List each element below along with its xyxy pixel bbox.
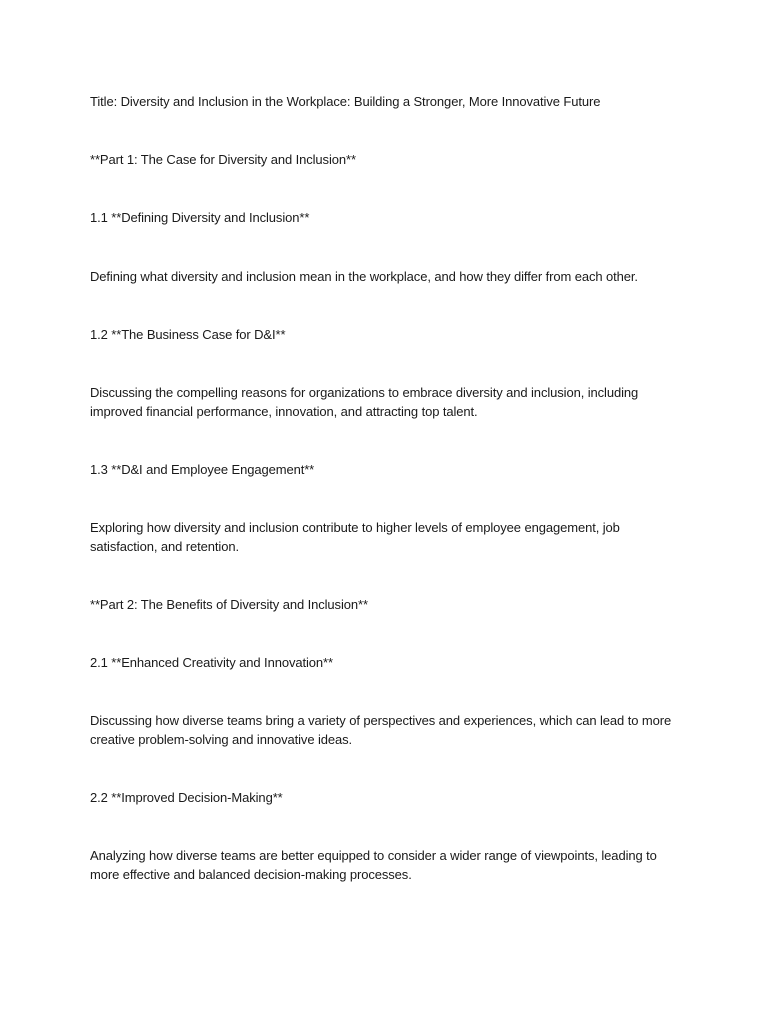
section-1-1-body: Defining what diversity and inclusion mean in the workplace, and how they differ from each other. [90,269,638,284]
section-1-2-heading: 1.2 **The Business Case for D&I** [90,327,286,342]
section-1-3-body: Exploring how diversity and inclusion contribute to higher levels of employee engagement, job satisfaction, and retention. [90,520,620,554]
section-1-2-body: Discussing the compelling reasons for organizations to embrace diversity and inclusion, including improved financial performance, innovation, and attracting top talent. [90,385,639,419]
section-2-1-heading: 2.1 **Enhanced Creativity and Innovation** [90,655,333,670]
section-2-2-heading: 2.2 **Improved Decision-Making** [90,790,283,805]
section-1-1-heading: 1.1 **Defining Diversity and Inclusion** [90,210,310,225]
part-2-heading: **Part 2: The Benefits of Diversity and Inclusion** [90,597,368,612]
section-2-1-body: Discussing how diverse teams bring a variety of perspectives and experiences, which can lead to more creative problem-solving and innovative ideas. [90,713,672,747]
document-title: Title: Diversity and Inclusion in the Workplace: Building a Stronger, More Innovative Future [90,94,601,109]
part-1-heading: **Part 1: The Case for Diversity and Inclusion** [90,152,356,167]
section-1-3-heading: 1.3 **D&I and Employee Engagement** [90,462,315,477]
section-2-2-body: Analyzing how diverse teams are better equipped to consider a wider range of viewpoints, leading to more effective and balanced decision-making processes. [90,848,657,882]
